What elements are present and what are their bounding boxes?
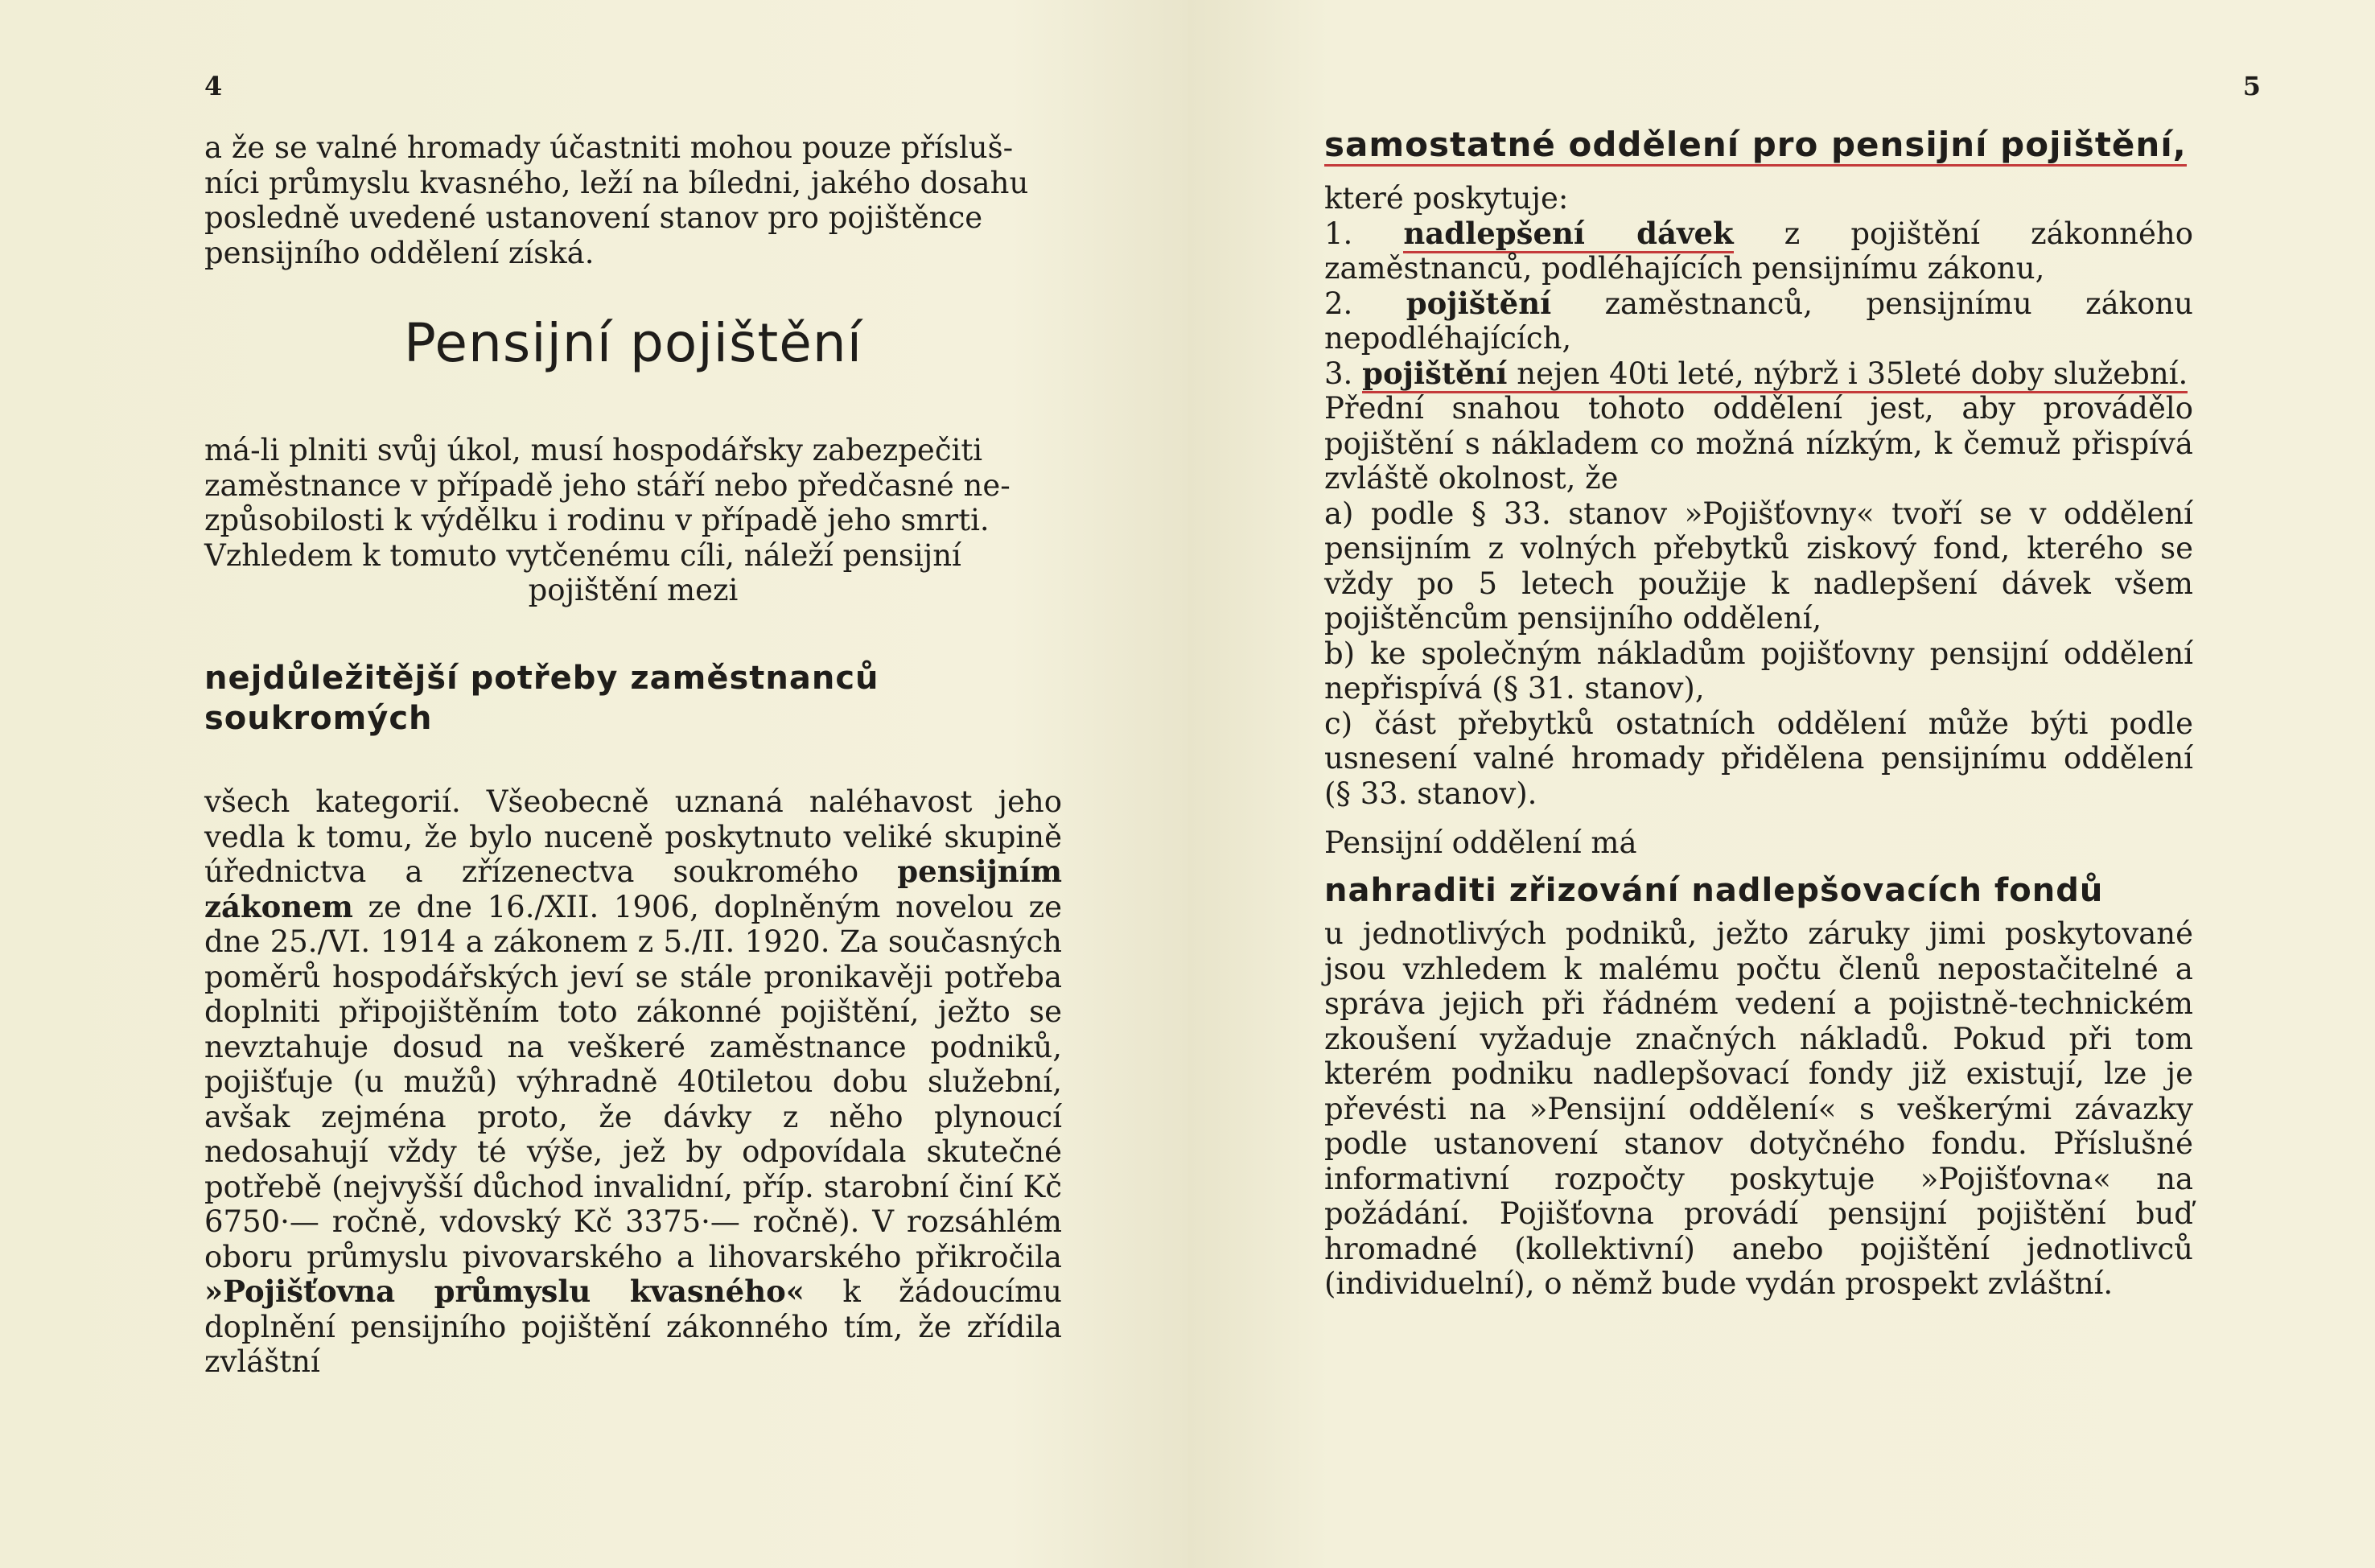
right-heading-block xyxy=(1324,127,2193,167)
item-3-text: nejen 40ti leté, nýbrž i 35leté doby služební. xyxy=(1508,356,2188,393)
subheading-block xyxy=(204,658,1062,739)
subheading-line-2: soukromých xyxy=(204,700,433,737)
item-2-text: zaměstnanců, pensijnímu zákonu nepodléhajících, xyxy=(1324,286,2193,356)
item-2-bold: pojištění xyxy=(1406,285,1552,321)
sub-c: c) část přebytků ostatních oddělení může býti podle usnesení valné hromady přidělena pensijnímu oddělení (§ 33. stanov). xyxy=(1324,706,2193,811)
item-3-num: 3. xyxy=(1324,356,1353,391)
right-heading: samostatné oddělení pro pensijní pojištění, xyxy=(1324,127,2187,167)
para1-line-1: má-li plniti svůj úkol, musí hospodářsky zabezpečiti xyxy=(204,433,983,467)
para1-line-2: zaměstnance v případě jeho stáří nebo předčasné ne- xyxy=(204,467,1011,503)
item-1-num: 1. xyxy=(1324,216,1353,251)
right-heading-2: nahraditi zřizování nadlepšovacích fondů xyxy=(1324,871,2104,909)
para1-line-3: způsobilosti k výdělku i rodinu v případě jeho smrti. xyxy=(204,503,990,537)
sub-a: a) podle § 33. stanov »Pojišťovny« tvoří se v oddělení pensijním z volných přebytků ziskový fond, kterého se vždy po 5 letech použije k nadlepšení dávek všem pojištěncům pensijního oddělení, xyxy=(1324,496,2193,636)
item-1-text: z pojištění zákonného zaměstnanců, podléhajících pensijnímu zákonu, xyxy=(1324,216,2193,286)
para2-text xyxy=(204,784,1062,1380)
para2-b-bold: pensijním zákonem xyxy=(204,854,1062,924)
sub-b: b) ke společným nákladům pojišťovny pensijní oddělení nepřispívá (§ 31. stanov), xyxy=(1324,636,2193,706)
para2-d-bold: »Pojišťovna průmyslu kvasného« xyxy=(204,1274,805,1309)
section-heading-block xyxy=(204,312,1062,374)
intro-line-1: a že se valné hromady účastniti mohou pouze přísluš- xyxy=(204,130,1014,165)
page-number-right: 5 xyxy=(2242,71,2261,101)
left-para1 xyxy=(204,433,1062,608)
right-list xyxy=(1324,181,2193,1302)
left-intro xyxy=(204,130,1062,270)
right-para1: Přední snahou tohoto oddělení jest, aby provádělo pojištění s nákladem co možná nízkým, k čemuž přispívá zvláště okolnost, že xyxy=(1324,391,2193,496)
item-1-bold: nadlepšení dávek xyxy=(1403,216,1733,253)
left-para2 xyxy=(204,784,1062,1380)
para2-a: všech kategorií. Všeobecně uznaná naléhavost jeho vedla k tomu, že bylo nuceně poskytnuto veliké skupině úřednictva a zřízenectva soukromého xyxy=(204,784,1062,889)
subheading-line-1: nejdůležitější potřeby zaměstnanců xyxy=(204,660,879,697)
list-item-1 xyxy=(1324,216,2193,286)
lead2-text: Pensijní oddělení má xyxy=(1324,825,1637,860)
page-number-left: 4 xyxy=(204,71,223,101)
item-3-bold: pojištění xyxy=(1362,356,1507,393)
list-item-3 xyxy=(1324,356,2193,392)
para1-line-5: pojištění mezi xyxy=(528,573,739,607)
right-para2: u jednotlivých podniků, ježto záruky jimi poskytované jsou vzhledem k malému počtu členů nepostačitelné a správa jejich při řádném vedení a pojistně-technickém zkoušení vyžaduje značných nákladů. Pokud při tom kterém podniku nadlepšovací fondy již existují, lze je převésti na »Pensijní oddělení« s veškerými závazky podle ustanovení stanov dotyčného fondu. Příslušné informativní rozpočty poskytuje »Pojišťovna« na požádání. Pojišťovna provádí pensijní pojištění buď hromadné (kollektivní) anebo pojištění jednotlivců (individuelní), o němž bude vydán prospekt zvláštní. xyxy=(1324,916,2193,1301)
section-heading: Pensijní pojištění xyxy=(403,312,863,374)
item-2-num: 2. xyxy=(1324,286,1353,321)
intro-line-2: níci průmyslu kvasného, leží na bíledni, jakého dosahu xyxy=(204,165,1029,200)
para2-e: k žádoucímu doplnění pensijního pojištění zákonného tím, že zřídila zvláštní xyxy=(204,1274,1062,1379)
lead-text: které poskytuje: xyxy=(1324,181,1569,216)
para1-line-4: Vzhledem k tomuto vytčenému cíli, náleží pensijní xyxy=(204,537,961,573)
list-item-2 xyxy=(1324,286,2193,356)
right-page xyxy=(1188,0,2375,1568)
intro-line-4: pensijního oddělení získá. xyxy=(204,235,595,270)
intro-line-3: posledně uvedené ustanovení stanov pro pojištěnce xyxy=(204,200,983,235)
para2-c: ze dne 16./XII. 1906, doplněným novelou ze dne 25./VI. 1914 a zákonem z 5./II. 1920. Za současných poměrů hospodářských jeví se stále pronikavěji potřeba doplniti připojištěním toto zákonné pojištění, ježto se nevztahuje dosud na veškeré zaměstnance podniků, pojišťuje (u mužů) výhradně 40tiletou dobu služební, avšak zejména proto, že dávky z něho plynoucí nedosahují vždy té výše, jež by odpovídala skutečné potřebě (nejvyšší důchod invalidní, příp. starobní činí Kč 6750·— ročně, vdovský Kč 3375·— ročně). V rozsáhlém oboru průmyslu pivovarského a lihovarského přikročila xyxy=(204,889,1062,1274)
